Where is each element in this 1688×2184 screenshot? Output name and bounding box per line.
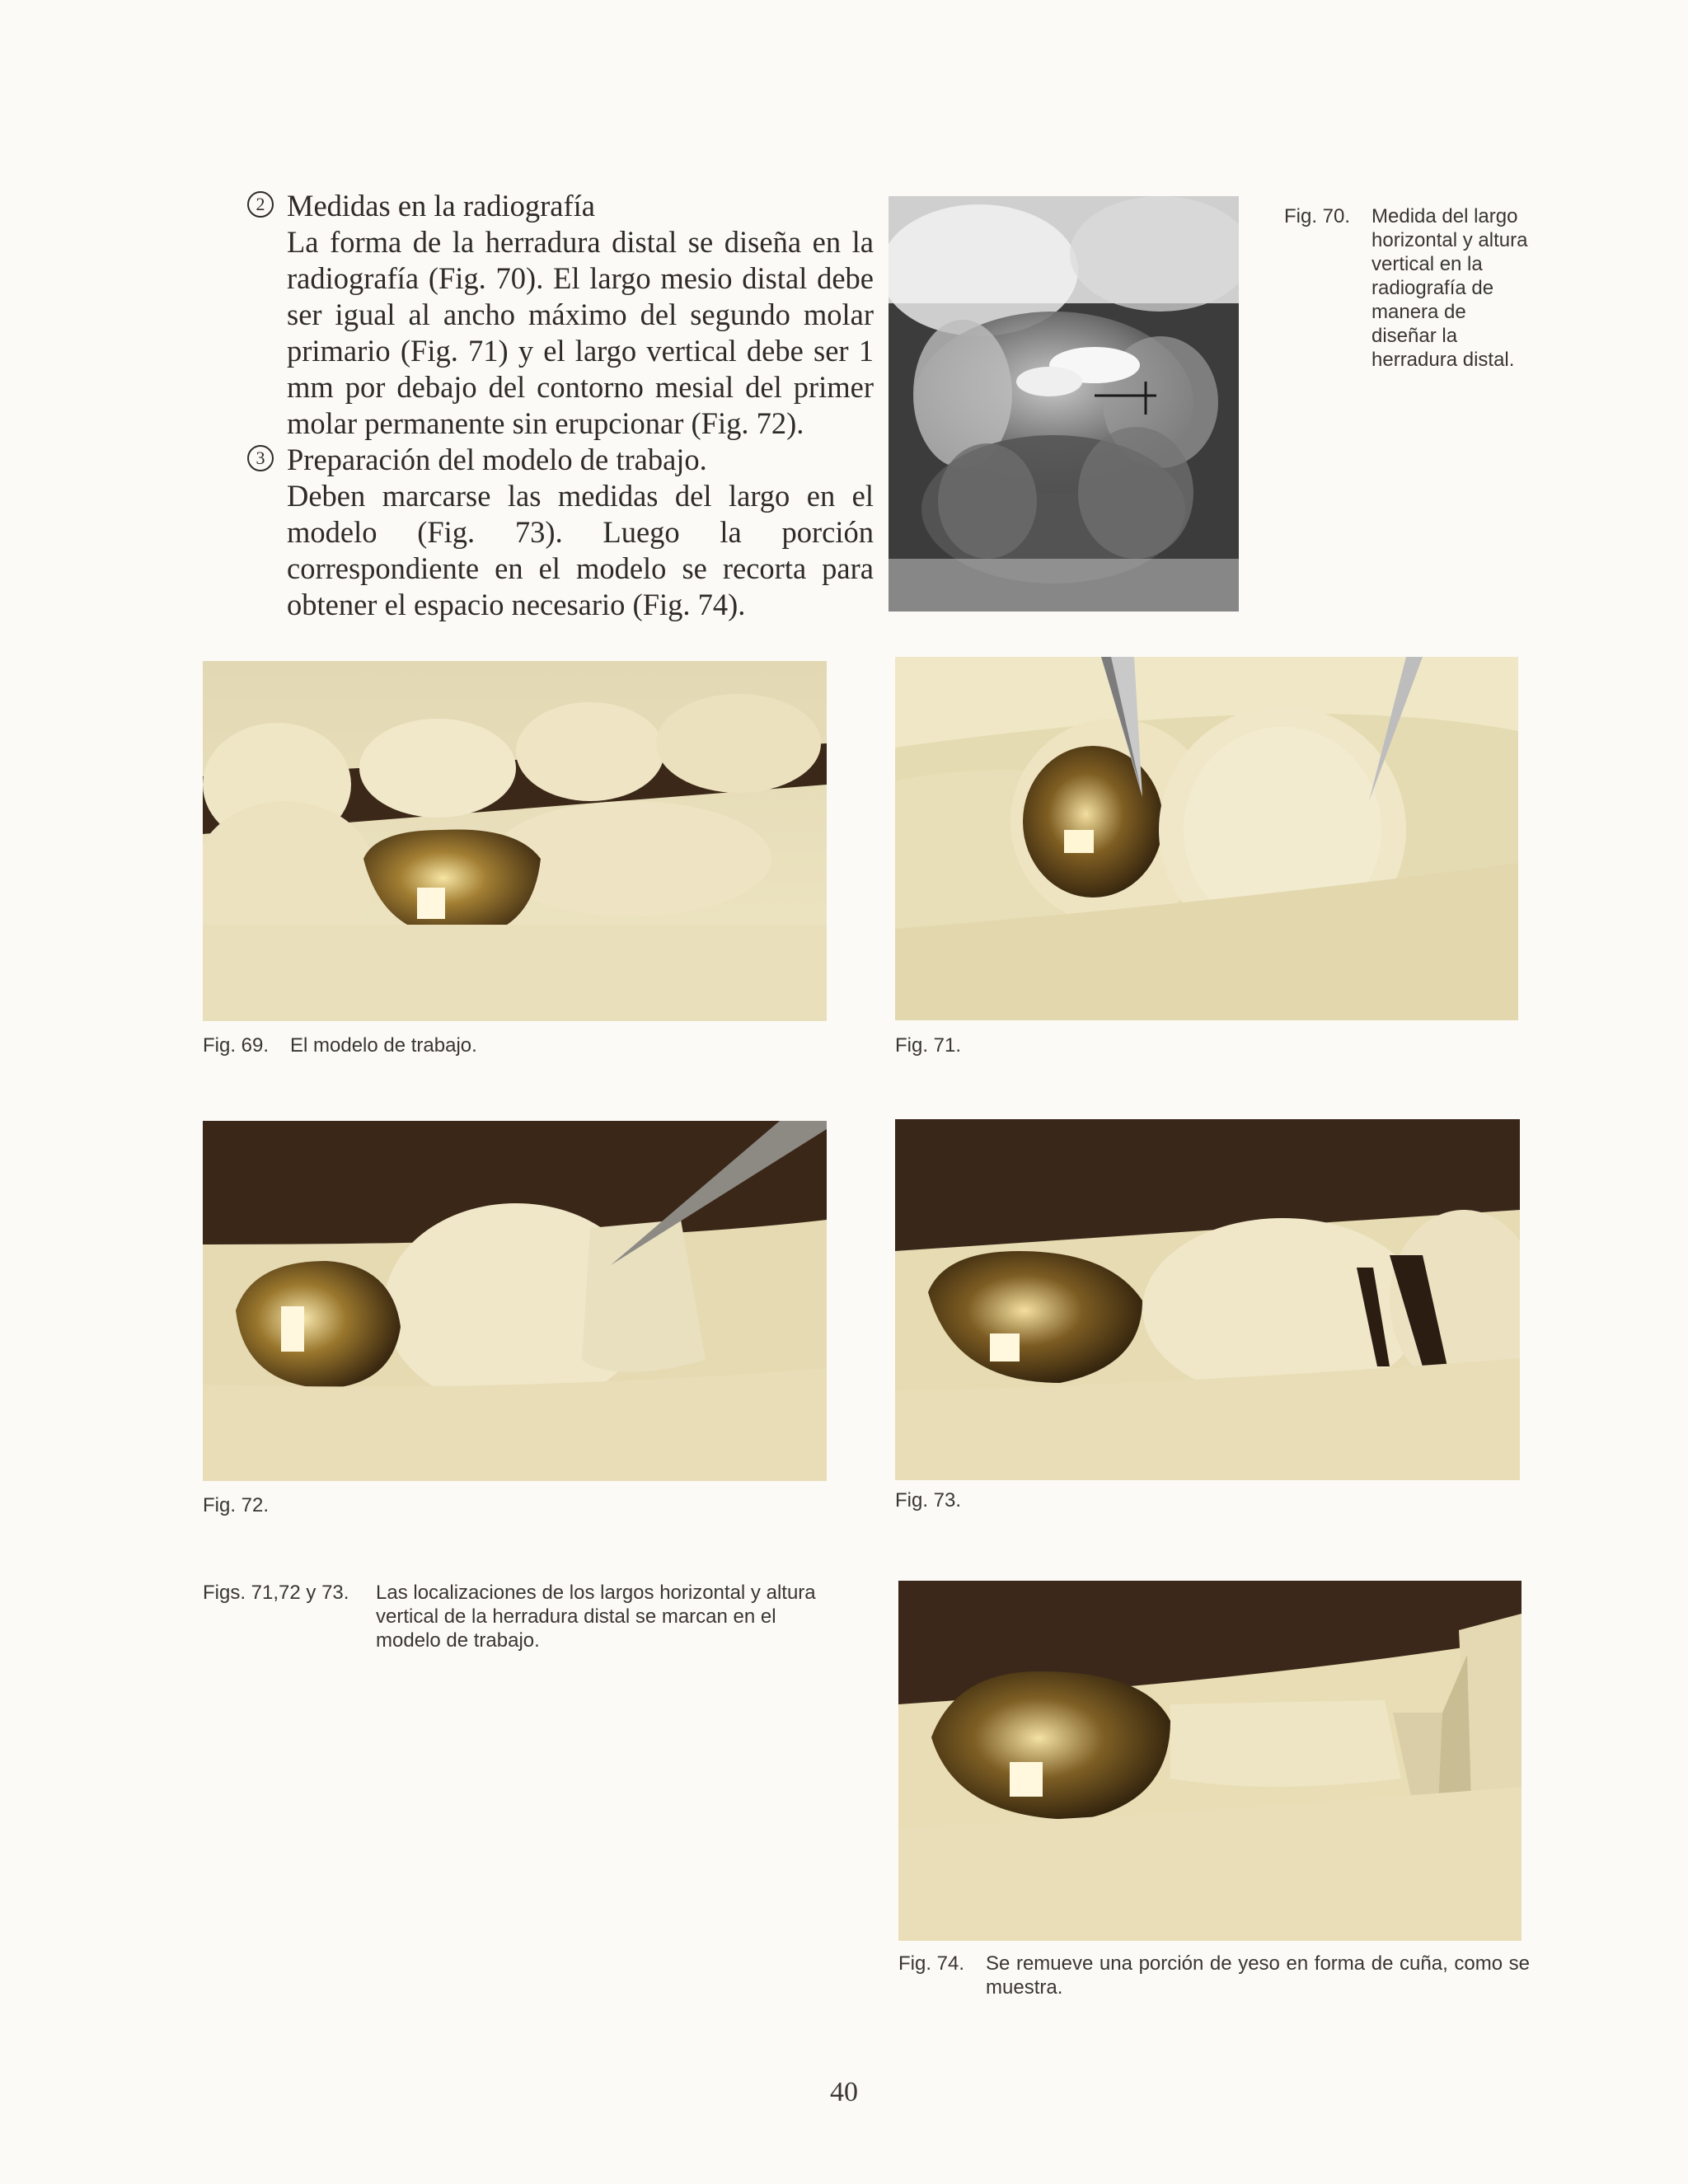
figure-label: Fig. 71. — [895, 1034, 962, 1057]
figure-label: Fig. 69. — [203, 1034, 270, 1057]
section-body: La forma de la herradura distal se diseña en la radiografía (Fig. 70). El largo mesio distal debe ser igual al ancho máximo del segundo molar primario (Fig. 71) y el largo vertical debe ser 1 mm por debajo del contorno mesial del primer molar permanente sin erupcionar (Fig. 72). — [287, 225, 874, 440]
figure-69-photo — [203, 661, 827, 1021]
section-heading: Preparación del modelo de trabajo. — [287, 443, 707, 476]
section-model-preparation — [247, 442, 874, 623]
figure-caption-text: Las localizaciones de los largos horizontal y altura vertical de la herradura distal se marcan en el modelo de trabajo. — [376, 1582, 816, 1652]
figure-caption-text: Medida del largo horizontal y altura vertical en la radiografía de manera de diseñar la herradura distal. — [1372, 205, 1528, 371]
figure-69-caption — [203, 1033, 829, 1057]
figure-label: Fig. 73. — [895, 1489, 962, 1511]
figure-74-photo — [898, 1581, 1522, 1941]
section-number-badge: 2 — [247, 191, 274, 218]
section-number-badge: 3 — [247, 445, 274, 471]
figure-74-caption — [898, 1952, 1533, 1999]
figure-label: Fig. 74. — [898, 1952, 965, 1975]
figure-72-photo — [203, 1121, 827, 1481]
figure-caption-text: El modelo de trabajo. — [290, 1034, 477, 1057]
page-number: 40 — [830, 2077, 858, 2107]
figure-71-photo — [895, 657, 1518, 1020]
section-heading: Medidas en la radiografía — [287, 189, 595, 223]
figures-71-72-73-caption — [203, 1581, 837, 1652]
figure-label: Figs. 71,72 y 73. — [203, 1582, 349, 1604]
figure-70-caption — [1284, 204, 1531, 372]
figure-73-photo — [895, 1119, 1520, 1480]
main-text-block — [247, 188, 874, 623]
figure-label: Fig. 70. — [1284, 205, 1351, 227]
figure-70-radiograph-image — [889, 196, 1239, 612]
figure-caption-text: Se remueve una porción de yeso en forma de cuña, como se muestra. — [986, 1952, 1530, 1999]
section-radiograph-measurements — [247, 188, 874, 442]
section-body: Deben marcarse las medidas del largo en el modelo (Fig. 73). Luego la porción correspondiente en el modelo se recorta para obtener el espacio necesario (Fig. 74). — [287, 479, 874, 621]
figure-label: Fig. 72. — [203, 1494, 270, 1516]
